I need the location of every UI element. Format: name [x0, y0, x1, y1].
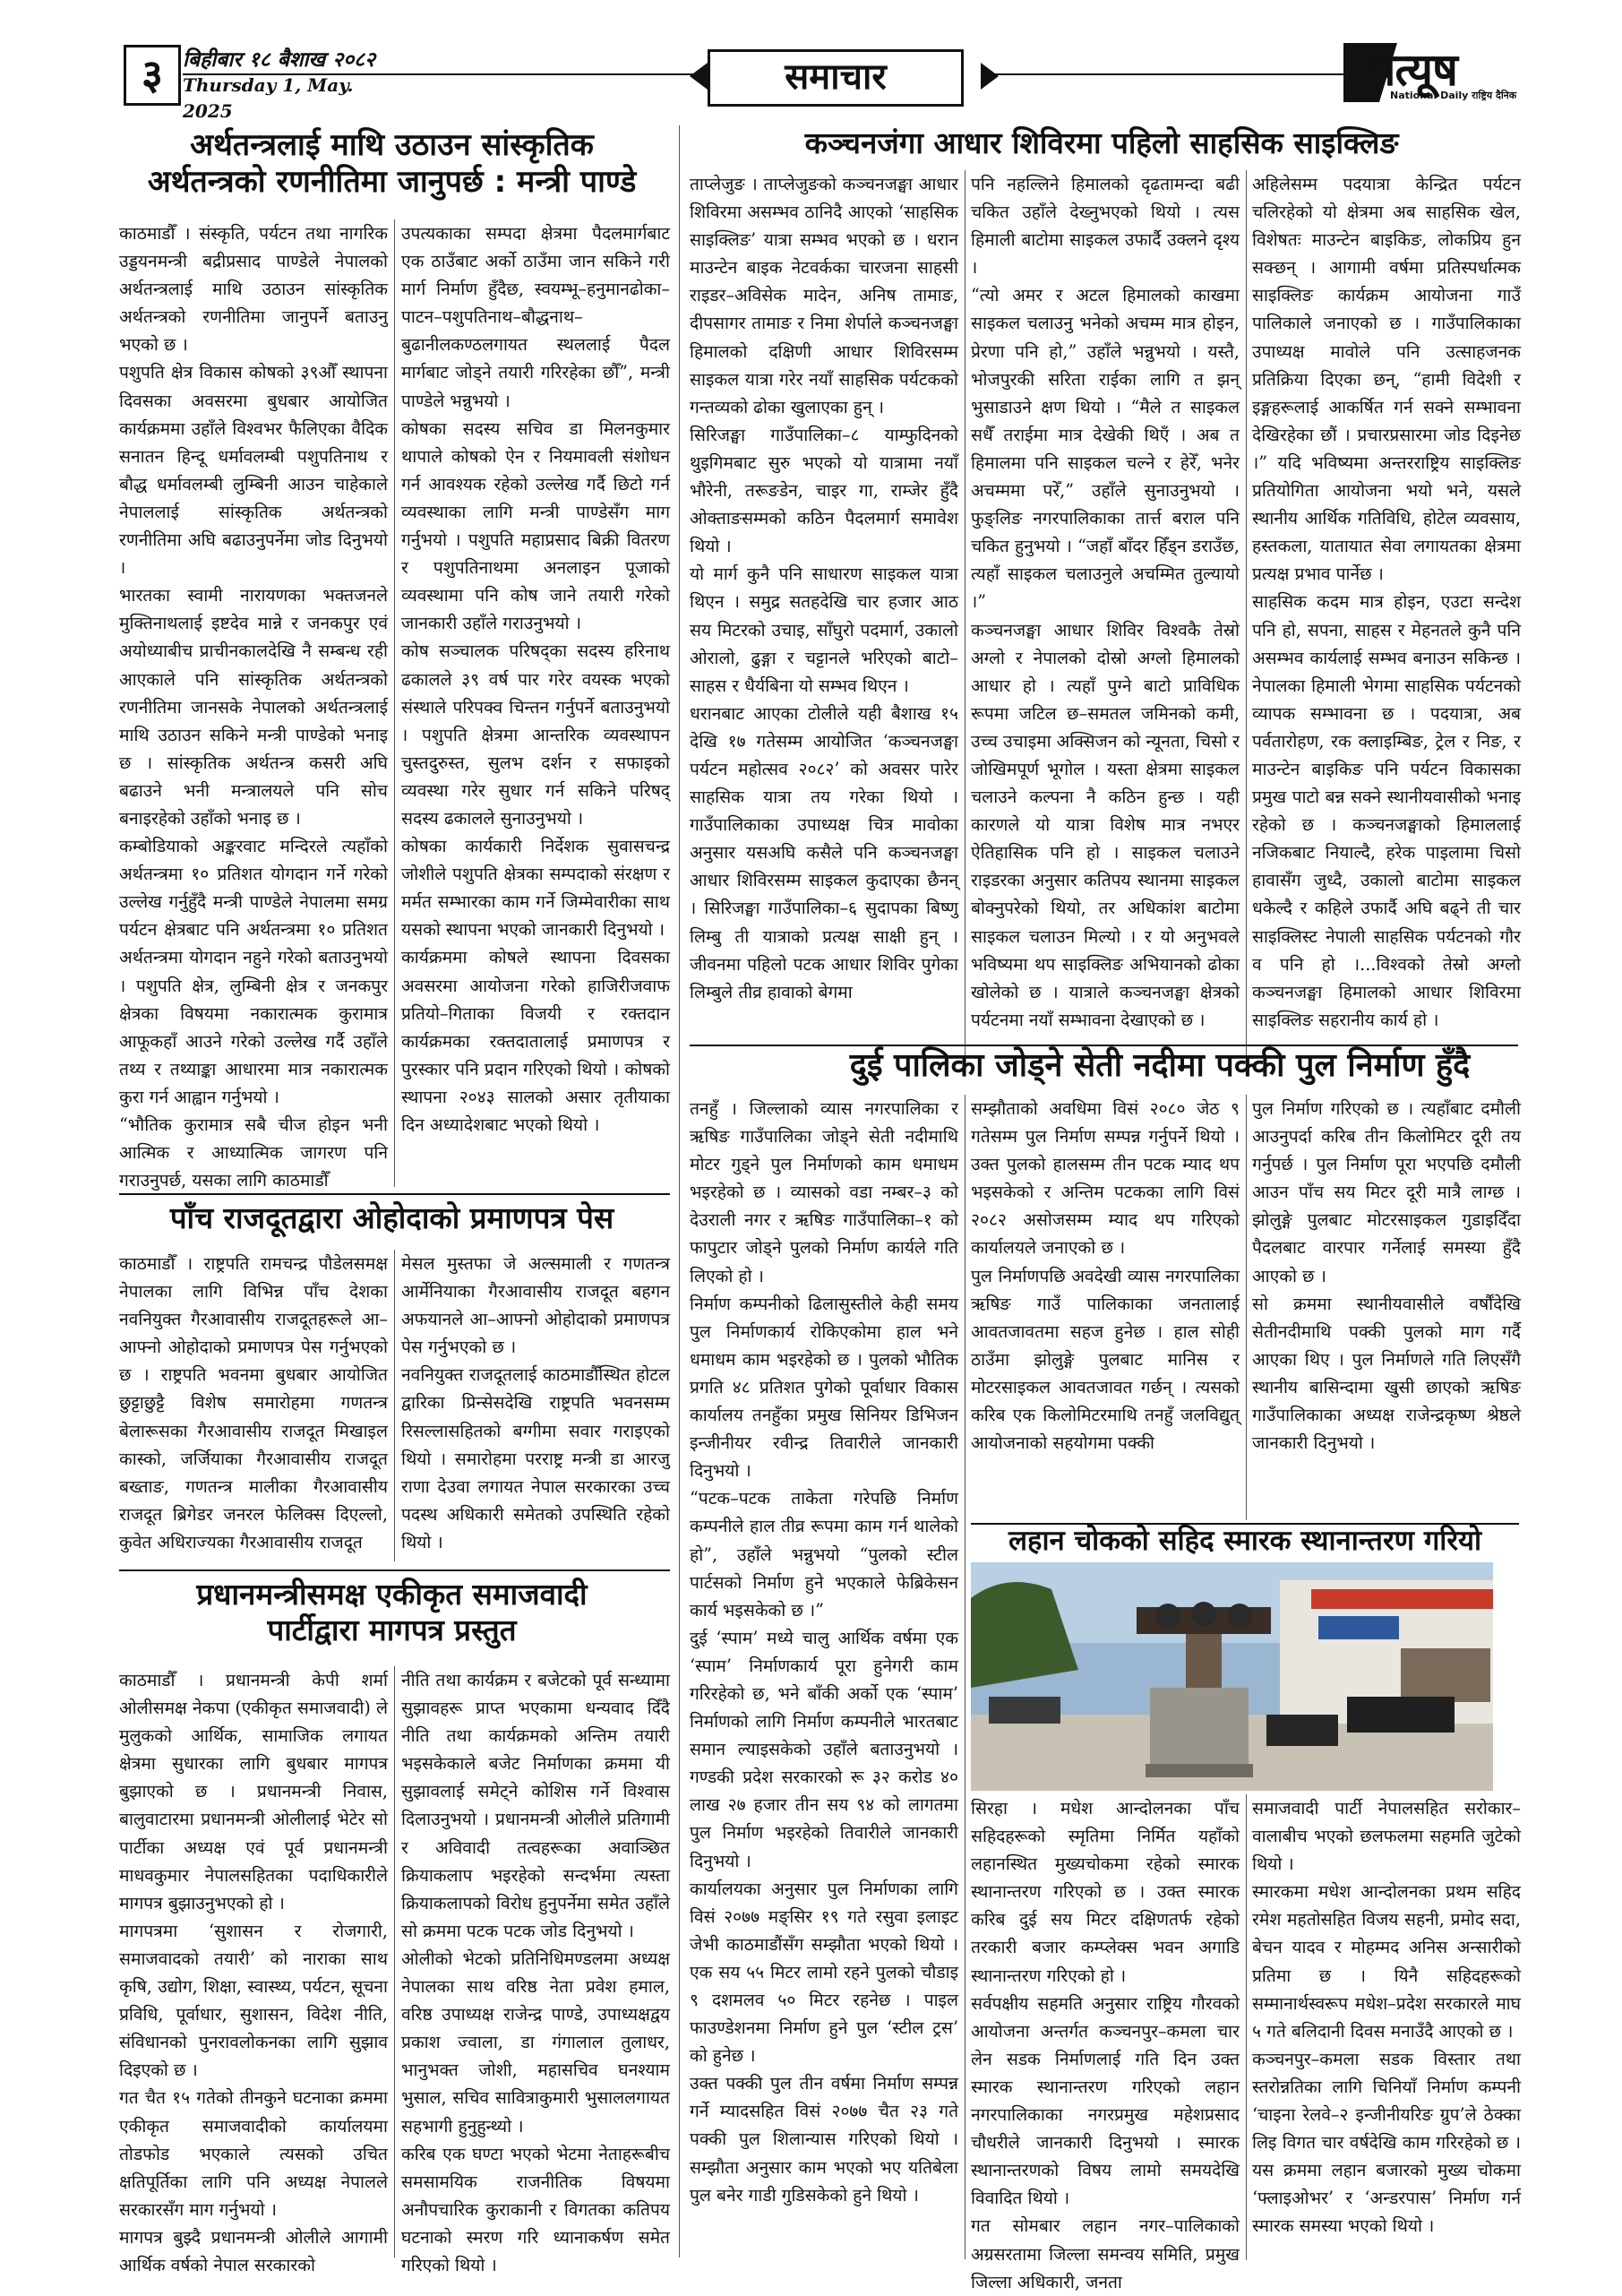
column-divider — [394, 1250, 395, 1561]
headline-line: अर्थतन्त्रलाई माथि उठाउन सांस्कृतिक — [190, 127, 594, 163]
logo-tagline: National Daily राष्ट्रिय दैनिक — [1390, 90, 1517, 101]
article-5-col-3: पुल निर्माण गरिएको छ । त्यहाँबाट दमौली आउनुपर्दा करिब तीन किलोमिटर दूरी तय गर्नुपर्छ । पुल निर्माण पूरा भएपछि दमौली आउन पाँच सय मिटर दूरी मात्रै लाग्छ । झोलुङ्गे पुलबाट मोटरसाइकल गुडाइदिँदा पैदलबाट वारपार गर्नेलाई समस्या हुँदै आएको छ । सो क्रममा स्थानीयवासीले वर्षौंदेखि सेतीनदीमाथि पक्की पुलको माग गर्दै आएका थिए । पुल निर्माणले गति लिएसँगै स्थानीय बासिन्दामा खुसी छाएको ऋषिङ गाउँपालिकाका अध्यक्ष राजेन्द्रकृष्ण श्रेष्ठले जानकारी दिनुभयो । — [1252, 1098, 1521, 1454]
section-title: समाचार — [708, 49, 964, 107]
block-divider — [679, 125, 680, 2257]
article-6-headline: लहान चोकको सहिद स्मारक स्थानान्तरण गरियो — [1008, 1525, 1482, 1557]
date-english: Thursday 1, May. 2025 — [183, 74, 354, 122]
article-3-headline — [116, 1577, 667, 1649]
article-4-col-1: ताप्लेजुङ । ताप्लेजुङको कञ्चनजङ्घा आधार शिविरमा असम्भव ठानिदै आएको ‘साहसिक साइक्लिङ’ यात्रा सम्भव भएको छ । धरान माउन्टेन बाइक नेटवर्कका चारजना साहसी राइडर–अविसेक मादेन, अनिष तामाङ, दीपसागर तामाङ र निमा शेर्पाले कञ्चनजङ्घा हिमालको दक्षिणी आधार शिविरसम्म साइकल यात्रा गरेर नयाँ साहसिक पर्यटकको गन्तव्यको ढोका खुलाएका हुन् । सिरिजङ्घा गाउँपालिका–८ याम्फुदिनको थुइगिमबाट सुरु भएको यो यात्रामा नयाँ भौरेनी, तरूङडेन, चाइर गा, राम्जेर हुँदै ओक्ताङसम्मको कठिन पैदलमार्ग समावेश थियो । यो मार्ग कुनै पनि साधारण साइकल यात्रा थिएन । समुद्र सतहदेखि चार हजार आठ सय मिटरको उचाइ, साँघुरो पदमार्ग, उकालो ओरालो, ढुङ्गा र चट्टानले भरिएको बाटो–साहस र धैर्यबिना यो सम्भव थिएन । धरानबाट आएका टोलीले यही बैशाख १५ देखि १७ गतेसम्म आयोजित ‘कञ्चनजङ्घा पर्यटन महोत्सव २०८२’ को अवसर पारेर साहसिक यात्रा तय गरेका थियो । गाउँपालिकाका उपाध्यक्ष चित्र मावोका अनुसार यसअघि कसैले पनि कञ्चनजङ्घा आधार शिविरसम्म साइकल कुदाएका छैनन् । सिरिजङ्घा गाउँपालिका–६ सुदापका बिष्णु लिम्बु ती यात्राको प्रत्यक्ष साक्षी हुन् । जीवनमा पहिलो पटक आधार शिविर पुगेका लिम्बुले तीव्र हावाको बेगमा — [690, 174, 958, 1002]
column-divider — [394, 219, 395, 1187]
column-divider — [1246, 1095, 1247, 1520]
column-divider — [394, 1666, 395, 2257]
article-4-col-2: पनि नहल्लिने हिमालको दृढतामन्दा बढी चकित उहाँले देख्नुभएको थियो । त्यस हिमाली बाटोमा साइकल उफार्दै उक्लने दृश्य । “त्यो अमर र अटल हिमालको काखमा साइकल चलाउनु भनेको अचम्म मात्र होइन, प्रेरणा पनि हो,” उहाँले भन्नुभयो । यस्तै, भोजपुरकी सरिता राईका लागि त झन् भुसाडाउने क्षण थियो । “मैले त साइकल सधैँ तराईमा मात्र देखेकी थिएँ । अब त हिमालमा पनि साइकल चल्ने र हेरेँ, भनेर अचम्ममा परेँ,” उहाँले सुनाउनुभयो । फुङ्लिङ नगरपालिकाका तार्त्त बराल पनि चकित हुनुभयो । “जहाँ बाँदर हिँड्न डराउँछ, त्यहाँ साइकल चलाउनुले अचम्मित तुल्यायो ।” कञ्चनजङ्घा आधार शिविर विश्वकै तेस्रो अग्लो र नेपालको दोस्रो अग्लो हिमालको आधार हो । त्यहाँ पुग्ने बाटो प्राविधिक रूपमा जटिल छ–समतल जमिनको कमी, उच्च उचाइमा अक्सिजन को न्यूनता, चिसो र जोखिमपूर्ण भूगोल । यस्ता क्षेत्रमा साइकल चलाउने कल्पना नै कठिन हुन्छ । यही कारणले यो यात्रा विशेष मात्र नभएर ऐतिहासिक पनि हो । साइकल चलाउने राइडरका अनुसार कतिपय स्थानमा साइकल बोक्नुपरेको थियो, तर अधिकांश बाटोमा साइकल चलाउन मिल्यो । र यो अनुभवले भविष्यमा थप साइक्लिङ अभियानको ढोका खोलेको छ । यात्राले कञ्चनजङ्घा क्षेत्रको पर्यटनमा नयाँ सम्भावना देखाएको छ । — [971, 174, 1240, 1030]
date-nepali: बिहीबार १८ बैशाख २०८२ — [183, 47, 376, 72]
headline-line: पार्टीद्वारा मागपत्र प्रस्तुत — [267, 1612, 517, 1648]
article-5-col-2: सम्झौताको अवधिमा विसं २०८० जेठ ९ गतेसम्म पुल निर्माण सम्पन्न गर्नुपर्ने थियो । उक्त पुलको हालसम्म तीन पटक म्याद थप भइसकेको र अन्तिम पटकका लागि विसं २०८२ असोजसम्म म्याद थप गरिएको कार्यालयले जनाएको छ । पुल निर्माणपछि अवदेखी व्यास नगरपालिका ऋषिङ गाउँ पालिकाका जनतालाई आवतजावतमा सहज हुनेछ । हाल सोही ठाउँमा झोलुङ्गे पुलबाट मानिस र मोटरसाइकल आवतजावत गर्छन् । त्यसको करिब एक किलोमिटरमाथि तनहुँ जलविद्युत् आयोजनाको सहयोगमा पक्की — [971, 1098, 1240, 1454]
column-divider — [1246, 170, 1247, 1075]
article-5-col-1: तनहुँ । जिल्लाको व्यास नगरपालिका र ऋषिङ गाउँपालिका जोड्ने सेती नदीमाथि मोटर गुड्ने पुल निर्माणको काम धमाधम भइरहेको छ । व्यासको वडा नम्बर–३ को देउराली नगर र ऋषिङ गाउँपालिका–१ को फापुटार जोड्ने पुलको निर्माण कार्यले गति लिएको हो । निर्माण कम्पनीको ढिलासुस्तीले केही समय पुल निर्माणकार्य रोकिएकोमा हाल भने धमाधम काम भइरहेको छ । पुलको भौतिक प्रगति ४८ प्रतिशत पुगेको पूर्वाधार विकास कार्यालय तनहुँका प्रमुख सिनियर डिभिजन इन्जीनीयर रवीन्द्र तिवारीले जानकारी दिनुभयो । “पटक–पटक ताकेता गरेपछि निर्माण कम्पनीले हाल तीव्र रूपमा काम गर्न थालेको हो”, उहाँले भन्नुभयो “पुलको स्टील पार्टसको निर्माण हुने भएकाले फेब्रिकेसन कार्य भइसकेको छ ।” दुई ‘स्पाम’ मध्ये चालु आर्थिक वर्षमा एक ‘स्पाम’ निर्माणकार्य पूरा हुनेगरी काम गरिरहेको छ, भने बाँकी अर्को एक ‘स्पाम’ निर्माणको लागि निर्माण कम्पनीले भारतबाट समान ल्याइसकेको उहाँले बताउनुभयो । गण्डकी प्रदेश सरकारको रू ३२ करोड ४० लाख २७ हजार तीन सय ९४ को लागतमा पुल निर्माण भइरहेको तिवारीले जानकारी दिनुभयो । कार्यालयका अनुसार पुल निर्माणका लागि विसं २०७७ मङ्सिर १९ गते रसुवा इलाइट जेभी काठमाडौंसँग सम्झौता भएको थियो । एक सय ५५ मिटर लामो रहने पुलको चौडाइ ९ दशमलव ५० मिटर रहनेछ । पाइल फाउण्डेशनमा निर्माण हुने पुल ‘स्टील ट्रस’ को हुनेछ । उक्त पक्की पुल तीन वर्षमा निर्माण सम्पन्न गर्ने म्यादसहित विसं २०७७ चैत २३ गते पक्की पुल शिलान्यास गरिएको थियो । सम्झौता अनुसार काम भएको भए यतिबेला पुल बनेर गाडी गुडिसकेको हुने थियो । — [690, 1098, 958, 2206]
section-left-arrow-icon — [690, 63, 708, 90]
article-4-headline: कञ्चनजंगा आधार शिविरमा पहिलो साहसिक साइक्लिङ — [804, 125, 1399, 160]
article-divider — [119, 1193, 670, 1195]
page-number: ३ — [124, 45, 181, 106]
column-divider — [1246, 1794, 1247, 2260]
article-4-col-3: अहिलेसम्म पदयात्रा केन्द्रित पर्यटन चलिरहेको यो क्षेत्रमा अब साहसिक खेल, विशेषतः माउन्टेन बाइकिङ, लोकप्रिय हुन सक्छन् । आगामी वर्षमा प्रतिस्पर्धात्मक साइक्लिङ कार्यक्रम आयोजना गाउँ पालिकाले जनाएको छ । गाउँपालिकाका उपाध्यक्ष मावोले पनि उत्साहजनक प्रतिक्रिया दिएका छन्, “हामी विदेशी र इङ्गहरूलाई आकर्षित गर्न सक्ने सम्भावना देखिरहेका छौं । प्रचारप्रसारमा जोड दिइनेछ ।” यदि भविष्यमा अन्तरराष्ट्रिय साइक्लिङ प्रतियोगिता आयोजना भयो भने, यसले स्थानीय आर्थिक गतिविधि, होटेल व्यवसाय, हस्तकला, यातायात सेवा लगायतका क्षेत्रमा प्रत्यक्ष प्रभाव पार्नेछ । साहसिक कदम मात्र होइन, एउटा सन्देश पनि हो, सपना, साहस र मेहनतले कुनै पनि असम्भव कार्यलाई सम्भव बनाउन सकिन्छ । नेपालका हिमाली भेगमा साहसिक पर्यटनको व्यापक सम्भावना छ । पदयात्रा, अब पर्वतारोहण, रक क्लाइम्बिङ, ट्रेल र निङ, र माउन्टेन बाइकिङ पनि पर्यटन विकासका प्रमुख पाटो बन्न सक्ने स्थानीयवासीको भनाइ रहेको छ । कञ्चनजङ्घाको हिमाललाई नजिकबाट नियाल्दै, हरेक पाइलामा चिसो हावासँग जुध्दै, उकालो बाटोमा साइकल धकेल्दै र कहिले उफार्दै अघि बढ्ने ती चार साइक्लिस्ट नेपाली साहसिक पर्यटनको गौर व पनि हो ।...विश्वको तेस्रो अग्लो कञ्चनजङ्घा हिमालको आधार शिविरमा साइक्लिङ सहरानीय कार्य हो । — [1252, 174, 1521, 1030]
article-2-col-2: मेसल मुस्तफा जे अल्समाली र गणतन्त्र आर्मेनियाका गैरआवासीय राजदूत बहगन अफयानले आ–आफ्नो ओहोदाको प्रमाणपत्र पेस गर्नुभएको छ । नवनियुक्त राजदूतलाई काठमाडौँस्थित होटल द्वारिका प्रिन्सेसदेखि राष्ट्रपति भवनसम्म रिसल्लासहितको बग्गीमा सवार गराइएको थियो । समारोहमा परराष्ट्र मन्त्री डा आरजु राणा देउवा लगायत नेपाल सरकारका उच्च पदस्थ अधिकारी समेतको उपस्थिति रहेको थियो । — [401, 1253, 670, 1552]
article-2-headline: पाँच राजदूतद्वारा ओहोदाको प्रमाणपत्र पेस — [169, 1200, 614, 1235]
article-divider — [119, 1569, 670, 1571]
section-right-arrow-icon — [981, 63, 999, 90]
article-2-col-1: काठमाडौँ । राष्ट्रपति रामचन्द्र पौडेलसमक्ष नेपालका लागि विभिन्न पाँच देशका नवनियुक्त गैरआवासीय राजदूतहरूले आ–आफ्नो ओहोदाको प्रमाणपत्र पेस गर्नुभएको छ । राष्ट्रपति भवनमा बुधबार आयोजित छुट्टाछुट्टै विशेष समारोहमा गणतन्त्र बेलारूसका गैरआवासीय राजदूत मिखाइल कास्को, जर्जियाका गैरआवासीय राजदूत बख्ताङ, गणतन्त्र मालीका गैरआवासीय राजदूत ब्रिगेडर जनरल फेलिक्स दिएल्लो, कुवेत अधिराज्यका गैरआवासीय राजदूत — [119, 1253, 388, 1552]
martyr-memorial-photo — [971, 1562, 1493, 1791]
logo-name: प्रत्यूष — [1370, 44, 1457, 96]
header-rule-right — [985, 73, 1343, 75]
issue-date — [183, 47, 398, 125]
article-6-col-1: सिरहा । मधेश आन्दोलनका पाँच सहिदहरूको स्मृतिमा निर्मित यहाँको लहानस्थित मुख्यचोकमा रहेको स्मारक स्थानान्तरण गरिएको छ । उक्त स्मारक करिब दुई सय मिटर दक्षिणतर्फ रहेको तरकारी बजार कम्प्लेक्स भवन अगाडि स्थानान्तरण गरिएको हो । सर्वपक्षीय सहमति अनुसार राष्ट्रिय गौरवको आयोजना अन्तर्गत कञ्चनपुर–कमला चार लेन सडक निर्माणलाई गति दिन उक्त स्मारक स्थानान्तरण गरिएको लहान नगरपालिकाका नगरप्रमुख महेशप्रसाद चौधरीले जानकारी दिनुभयो । स्मारक स्थानान्तरणको विषय लामो समयदेखि विवादित थियो । गत सोमबार लहान नगर–पालिकाको अग्रसरतामा जिल्ला समन्वय समिति, प्रमुख जिल्ला अधिकारी, जनता — [971, 1798, 1240, 2292]
article-3-col-2: नीति तथा कार्यक्रम र बजेटको पूर्व सन्ध्यामा सुझावहरू प्राप्त भएकामा धन्यवाद दिँदै नीति तथा कार्यक्रमको अन्तिम तयारी भइसकेकाले बजेट निर्माणका क्रममा यी सुझावलाई समेट्ने कोशिस गर्ने विश्वास दिलाउनुभयो । प्रधानमन्त्री ओलीले प्रतिगामी र अविवादी तत्वहरूका अवाञ्छित क्रियाकलाप भइरहेको सन्दर्भमा त्यस्ता क्रियाकलापको विरोध हुनुपर्नेमा समेत उहाँले सो क्रममा पटक पटक जोड दिनुभयो । ओलीको भेटको प्रतिनिधिमण्डलमा अध्यक्ष नेपालका साथ वरिष्ठ नेता प्रवेश हमाल, वरिष्ठ उपाध्यक्ष राजेन्द्र पाण्डे, उपाध्यक्षद्वय प्रकाश ज्वाला, डा गंगालाल तुलाधर, भानुभक्त जोशी, महासचिव घनश्याम भुसाल, सचिव सावित्राकुमारी भुसाललगायत सहभागी हुनुहुन्थ्यो । करिब एक घण्टा भएको भेटमा नेताहरूबीच समसामयिक राजनीतिक विषयमा अनौपचारिक कुराकानी र विगतका कतिपय घटनाको स्मरण गरि ध्यानाकर्षण समेत गरिएको थियो । — [401, 1670, 670, 2275]
article-1-col-1: काठमाडौँ । संस्कृति, पर्यटन तथा नागरिक उड्डयनमन्त्री बद्रीप्रसाद पाण्डेले नेपालको अर्थतन्त्रलाई माथि उठाउन सांस्कृतिक अर्थतन्त्रको रणनीतिमा जानुपर्ने बताउनु भएको छ । पशुपति क्षेत्र विकास कोषको ३९औँ स्थापना दिवसका अवसरमा बुधबार आयोजित कार्यक्रममा उहाँले विश्वभर फैलिएका वैदिक सनातन हिन्दू धर्मावलम्बी पशुपतिनाथ र बौद्ध धर्मावलम्बी लुम्बिनी आउन चाहेकाले नेपाललाई सांस्कृतिक अर्थतन्त्रको रणनीतिमा अघि बढाउनुपर्नेमा जोड दिनुभयो । भारतका स्वामी नारायणका भक्तजनले मुक्तिनाथलाई इष्टदेव मान्ने र जनकपुर एवं अयोध्याबीच प्राचीनकालदेखि नै सम्बन्ध रही आएकाले पनि सांस्कृतिक अर्थतन्त्रको रणनीतिमा जानसके नेपालको अर्थतन्त्रलाई माथि उठाउन सकिने मन्त्री पाण्डेको भनाइ छ । सांस्कृतिक अर्थतन्त्र कसरी अघि बढाउने भनी मन्त्रालयले पनि सोच बनाइरहेको उहाँको भनाइ छ । कम्बोडियाको अङ्करवाट मन्दिरले त्यहाँको अर्थतन्त्रमा १० प्रतिशत योगदान गर्ने गरेको उल्लेख गर्नुहुँदै मन्त्री पाण्डेले नेपालमा समग्र पर्यटन क्षेत्रबाट पनि अर्थतन्त्रमा १० प्रतिशत अर्थतन्त्रमा योगदान नहुने गरेको बताउनुभयो । पशुपति क्षेत्र, लुम्बिनी क्षेत्र र जनकपुर क्षेत्रका विषयमा नकारात्मक कुरामात्र आफूकहाँ आउने गरेको उल्लेख गर्दै उहाँले तथ्य र तथ्याङ्का आधारमा मात्र नकारात्मक कुरा गर्न आह्वान गर्नुभयो । “भौतिक कुरामात्र सबै चीज होइन भनी आत्मिक र आध्यात्मिक जागरण पनि गराउनुपर्छ, यसका लागि काठमाडौँ — [119, 223, 388, 1191]
article-6-col-2: समाजवादी पार्टी नेपालसहित सरोकार–वालाबीच भएको छलफलमा सहमति जुटेको थियो । स्मारकमा मधेश आन्दोलनका प्रथम सहिद रमेश महतोसहित विजय सहनी, प्रमोद सदा, बेचन यादव र मोहम्मद अनिस अन्सारीको प्रतिमा छ । यिनै सहिदहरूको सम्मानार्थस्वरूप मधेश–प्रदेश सरकारले माघ ५ गते बलिदानी दिवस मनाउँदै आएको छ । कञ्चनपुर–कमला सडक विस्तार तथा स्तरोन्नतिका लागि चिनियाँ निर्माण कम्पनी ‘चाइना रेलवे–२ इन्जीनीयरिङ ग्रुप’ले ठेक्का लिइ विगत चार वर्षदेखि काम गरिरहेको छ । यस क्रममा लहान बजारको मुख्य चोकमा ‘फ्लाइओभर’ र ‘अन्डरपास’ निर्माण गर्न स्मारक समस्या भएको थियो । — [1252, 1798, 1521, 2237]
article-1-headline — [116, 127, 667, 202]
article-3-col-1: काठमाडौँ । प्रधानमन्त्री केपी शर्मा ओलीसमक्ष नेकपा (एकीकृत समाजवादी) ले मुलुकको आर्थिक, सामाजिक लगायत क्षेत्रमा सुधारका लागि बुधबार मागपत्र बुझाएको छ । प्रधानमन्त्री निवास, बालुवाटारमा प्रधानमन्त्री ओलीलाई भेटेर सो पार्टीका अध्यक्ष एवं पूर्व प्रधानमन्त्री माधवकुमार नेपालसहितका पदाधिकारीले मागपत्र बुझाउनुभएको हो । मागपत्रमा ‘सुशासन र रोजगारी, समाजवादको तयारी’ को नाराका साथ कृषि, उद्योग, शिक्षा, स्वास्थ्य, पर्यटन, सूचना प्रविधि, पूर्वाधार, सुशासन, विदेश नीति, संविधानको पुनरावलोकनका लागि सुझाव दिइएको छ । गत चैत १५ गतेको तीनकुने घटनाका क्रममा एकीकृत समाजवादीको कार्यालयमा तोडफोड भएकाले त्यसको उचित क्षतिपूर्तिका लागि पनि अध्यक्ष नेपालले सरकारसँग माग गर्नुभयो । मागपत्र बुझ्दै प्रधानमन्त्री ओलीले आगामी आर्थिक वर्षको नेपाल सरकारको — [119, 1670, 388, 2275]
headline-line: अर्थतन्त्रको रणनीतिमा जानुपर्छ : मन्त्री पाण्डे — [147, 164, 637, 201]
article-5-headline: दुई पालिका जोड्ने सेती नदीमा पक्की पुल निर्माण हुँदै — [849, 1047, 1471, 1084]
headline-line: प्रधानमन्त्रीसमक्ष एकीकृत समाजवादी — [196, 1577, 588, 1612]
article-1-col-2: उपत्यकाका सम्पदा क्षेत्रमा पैदलमार्गबाट एक ठाउँबाट अर्को ठाउँमा जान सकिने गरी मार्ग निर्माण हुँदैछ, स्वयम्भू–हनुमानढोका–पाटन–पशुपतिनाथ–बौद्धनाथ–बुढानीलकण्ठलगायत स्थललाई पैदल मार्गबाट जोड्ने तयारी गरिरहेका छौँ”, मन्त्री पाण्डेले भन्नुभयो । कोषका सदस्य सचिव डा मिलनकुमार थापाले कोषको ऐन र नियमावली संशोधन गर्न आवश्यक रहेको उल्लेख गर्दै छिटो गर्न व्यवस्थाका लागि मन्त्री पाण्डेसँग माग गर्नुभयो । पशुपति महाप्रसाद बिक्री वितरण र पशुपतिनाथमा अनलाइन पूजाको व्यवस्थामा पनि कोष जाने तयारी गरेको जानकारी उहाँले गराउनुभयो । कोष सञ्चालक परिषद्का सदस्य हरिनाथ ढकालले ३९ वर्ष पार गरेर वयस्क भएको संस्थाले परिपक्व चिन्तन गर्नुपर्ने बताउनुभयो । पशुपति क्षेत्रमा आन्तरिक व्यवस्थापन चुस्तदुरुस्त, सुलभ दर्शन र सफाइको व्यवस्था गरेर सुधार गर्न सकिने परिषद् सदस्य ढकालले सुनाउनुभयो । कोषका कार्यकारी निर्देशक सुवासचन्द्र जोशीले पशुपति क्षेत्रका सम्पदाको संरक्षण र मर्मत सम्भारका काम गर्ने जिम्मेवारीका साथ यसको स्थापना भएको जानकारी दिनुभयो । कार्यक्रममा कोषले स्थापना दिवसका अवसरमा आयोजना गरेको हाजिरीजवाफ प्रतियो–गिताका विजयी र रक्तदान कार्यक्रमका रक्तदातालाई प्रमाणपत्र र पुरस्कार पनि प्रदान गरिएको थियो । कोषको स्थापना २०४३ सालको असार तृतीयाका दिन अध्यादेशबाट भएको थियो । — [401, 223, 670, 1135]
